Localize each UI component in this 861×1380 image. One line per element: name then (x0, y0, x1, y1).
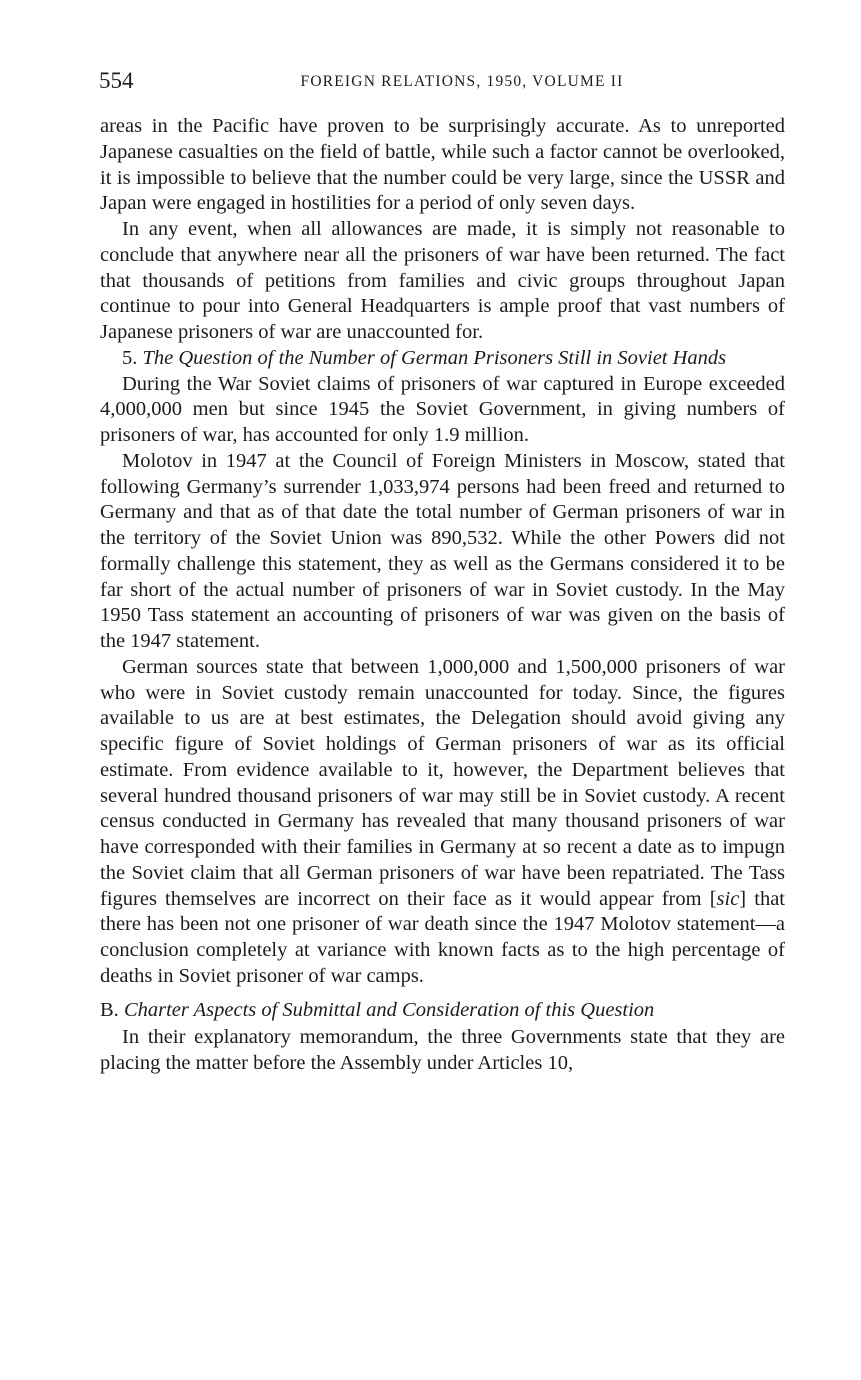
paragraph-german-sources-text-1: German sources state that between 1,000,000 and 1,500,000 prisoners of war who were in Soviet custody remain unaccounted for today. Since, the figures available to us are at best estimates, the Delegation should avoid giving any specific figure of Soviet holdings of German prisoners of war as its official estimate. From evidence available to it, however, the Department believes that several hundred thousand prisoners of war may still be in Soviet custody. A recent census conducted in Germany has revealed that many thousand prisoners of war have corresponded with their families in Germany at so recent a date as to impugn the Soviet claim that all German prisoners of war have been repatriated. The Tass figures themselves are incorrect on their face as it would appear from [ (100, 655, 785, 910)
section-heading-5-title: The Question of the Number of German Prisoners Still in Soviet Hands (142, 346, 727, 369)
sic-annotation: sic (716, 887, 740, 910)
paragraph-german-sources (100, 655, 785, 990)
section-heading-5 (100, 346, 785, 372)
section-heading-b-letter: B. (100, 998, 119, 1021)
section-heading-b-title: Charter Aspects of Submittal and Consideration of this Question (123, 998, 655, 1021)
paragraph-allowances: In any event, when all allowances are made, it is simply not reasonable to conclude that anywhere near all the prisoners of war have been returned. The fact that thousands of petitions from families and civic groups throughout Japan continue to pour into General Headquarters is ample proof that vast numbers of Japanese prisoners of war are unaccounted for. (100, 218, 785, 343)
running-title: FOREIGN RELATIONS, 1950, VOLUME II (300, 73, 624, 90)
paragraph-explanatory-memorandum: In their explanatory memorandum, the three Governments state that they are placing the matter before the Assembly under Articles 10, (100, 1026, 785, 1074)
running-head (99, 66, 785, 96)
paragraph-pacific-accuracy: areas in the Pacific have proven to be surprisingly accurate. As to unreported Japanese casualties on the field of battle, while such a factor cannot be overlooked, it is impossible to believe that the number could be very large, since the USSR and Japan were engaged in hostilities for a period of only seven days. (100, 115, 785, 215)
paragraph-german-sources-text-2: ] that there has been not one prisoner of war death since the 1947 Molotov statement—a conclusion completely at variance with known facts as to the high percentage of deaths in Soviet prisoner of war camps. (100, 887, 785, 987)
paragraph-molotov-1947: Molotov in 1947 at the Council of Foreign Ministers in Moscow, stated that following Germany’s surrender 1,033,974 persons had been freed and returned to Germany and that as of that date the total number of German prisoners of war in the territory of the Soviet Union was 890,532. While the other Powers did not formally challenge this statement, they as well as the Germans considered it to be far short of the actual number of prisoners of war in Soviet custody. In the May 1950 Tass statement an accounting of prisoners of war was given on the basis of the 1947 statement. (100, 449, 785, 652)
body-text (100, 114, 785, 1077)
section-heading-5-number: 5. (122, 346, 138, 369)
page-number: 554 (99, 68, 134, 93)
section-heading-b (100, 998, 785, 1024)
paragraph-soviet-claims: During the War Soviet claims of prisoners of war captured in Europe exceeded 4,000,000 men but since 1945 the Soviet Government, in giving numbers of prisoners of war, has accounted for only 1.9 million. (100, 372, 785, 446)
